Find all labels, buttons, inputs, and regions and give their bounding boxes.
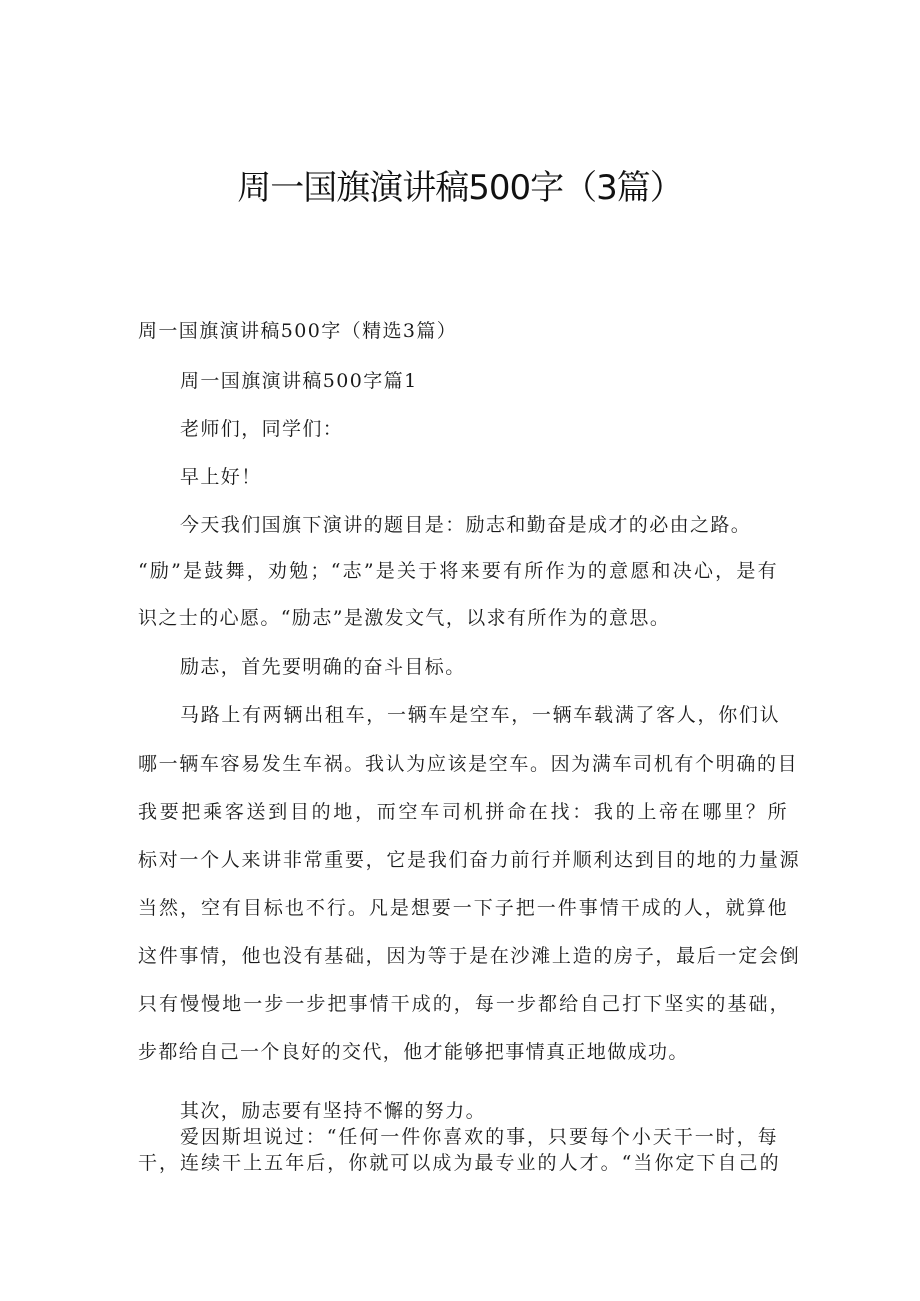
paragraph-line: 马路上有两辆出租车，一辆车是空车，一辆车载满了客人，你们认: [180, 704, 780, 726]
paragraph-line: 标对一个人来讲非常重要，它是我们奋力前行并顺利达到目的地的力量源: [138, 849, 800, 871]
paragraph-line: 当然，空有目标也不行。凡是想要一下子把一件事情干成的人，就算他: [138, 897, 788, 919]
morning-line: 早上好！: [180, 466, 262, 488]
paragraph-line: 这件事情，他也没有基础，因为等于是在沙滩上造的房子，最后一定会倒: [138, 945, 800, 967]
paragraph-line: 步都给自己一个良好的交代，他才能够把事情真正地做成功。: [138, 1041, 689, 1063]
paragraph-line: 今天我们国旗下演讲的题目是：励志和勤奋是成才的必由之路。: [180, 514, 752, 536]
paragraph-line: 我要把乘客送到目的地，而空车司机拼命在找：我的上帝在哪里？所: [138, 801, 788, 823]
paragraph-line: 哪一辆车容易发生车祸。我认为应该是空车。因为满车司机有个明确的目: [138, 753, 798, 775]
document-subtitle: 周一国旗演讲稿500字（精选3篇）: [138, 320, 458, 342]
greeting-line: 老师们，同学们：: [180, 418, 344, 440]
paragraph-line: 识之士的心愿。“励志”是激发文气，以求有所作为的意思。: [138, 607, 671, 629]
paragraph-line: 只有慢慢地一步一步把事情干成的，每一步都给自己打下坚实的基础，: [138, 993, 790, 1015]
paragraph-line: “励”是鼓舞，劝勉；“志”是关于将来要有所作为的意愿和决心，是有: [138, 560, 778, 582]
paragraph-line: 励志，首先要明确的奋斗目标。: [180, 656, 466, 678]
document-title: 周一国旗演讲稿500字（3篇）: [237, 168, 683, 208]
paragraph-line: 其次，励志要有坚持不懈的努力。: [180, 1100, 487, 1122]
article-heading: 周一国旗演讲稿500字篇1: [180, 370, 418, 392]
paragraph-line: 干，连续干上五年后，你就可以成为最专业的人才。“当你定下自己的: [138, 1152, 780, 1174]
paragraph-line: 爱因斯坦说过：“任何一件你喜欢的事，只要每个小天干一时，每: [180, 1126, 778, 1148]
